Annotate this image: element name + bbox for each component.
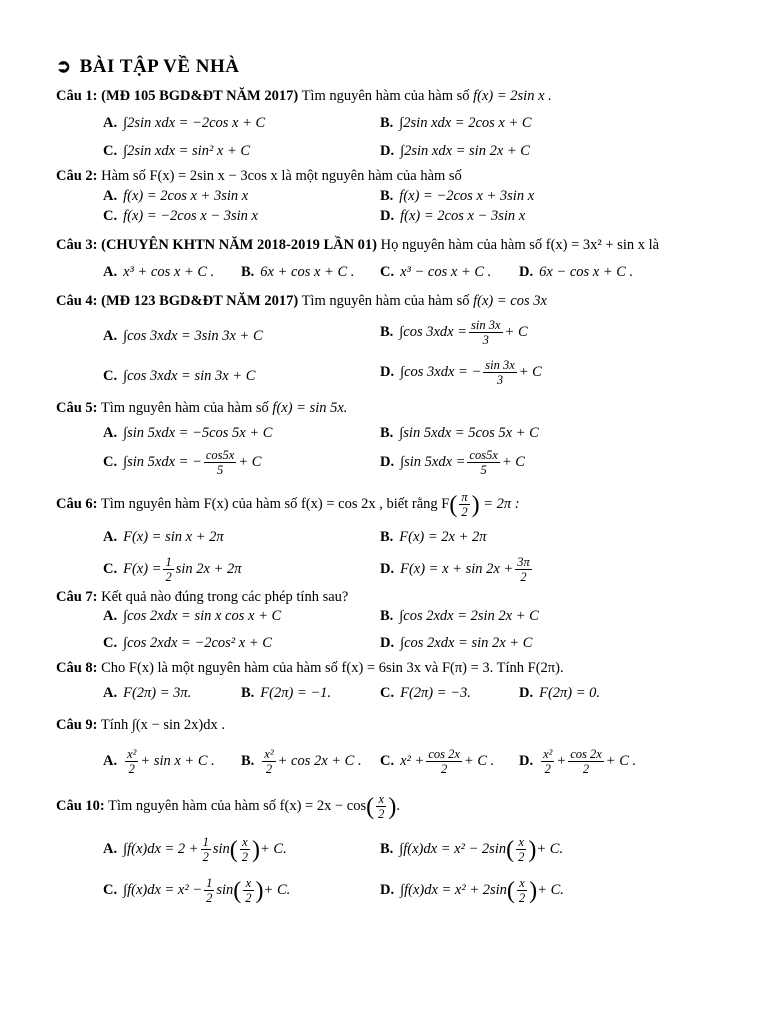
q4-option-b[interactable]: B. ∫cos 3xdx = $\frac{\sin 3x}{3}$ + C (380, 318, 528, 347)
question-1: Câu 1: (MĐ 105 BGD&ĐT NĂM 2017) Tìm nguyên hàm của hàm số f(x) = 2sin x . (56, 88, 552, 104)
fraction: $\frac{3\pi}{2}$ (517, 555, 530, 584)
fraction: $\frac{\sin 3x}{3}$ (471, 318, 501, 347)
fraction: $\frac{x}{2}$ (518, 835, 525, 864)
q6-option-a[interactable]: A. F(x) = sin x + 2π (103, 529, 224, 545)
q1-option-b[interactable]: B. ∫2sin xdx = 2cos x + C (380, 115, 532, 131)
q3-option-c[interactable]: C. x³ − cos x + C . (380, 264, 492, 280)
q1-option-d[interactable]: D. ∫2sin xdx = sin 2x + C (380, 143, 530, 159)
q7-option-d[interactable]: D. ∫cos 2xdx = sin 2x + C (380, 635, 533, 651)
q4-option-a[interactable]: A. ∫cos 3xdx = 3sin 3x + C (103, 328, 263, 344)
q3-option-b[interactable]: B. 6x + cos x + C . (241, 264, 355, 280)
q8-option-b[interactable]: B. F(2π) = −1. (241, 685, 332, 701)
q5-option-a[interactable]: A. ∫sin 5xdx = −5cos 5x + C (103, 425, 273, 441)
q8-option-d[interactable]: D. F(2π) = 0. (519, 685, 601, 701)
q5-option-b[interactable]: B. ∫sin 5xdx = 5cos 5x + C (380, 425, 539, 441)
question-4: Câu 4: (MĐ 123 BGD&ĐT NĂM 2017) Tìm nguyên hàm của hàm số f(x) = cos 3x (56, 293, 547, 309)
q10-option-b[interactable]: B. ∫f(x)dx = x² − 2sin( $\frac{x}{2}$ )+ C. (380, 835, 564, 864)
question-2: Câu 2: Hàm số F(x) = 2sin x − 3cos x là một nguyên hàm của hàm số (56, 168, 462, 184)
fraction: $\frac{x}{2}$ (378, 792, 385, 821)
fraction: $\frac{1}{2}$ (206, 876, 213, 905)
fraction: $\frac{\sin 3x}{3}$ (485, 358, 515, 387)
fraction: $\frac{\pi}{2}$ (461, 490, 468, 519)
q6-option-c[interactable]: C. F(x) = $\frac{1}{2}$ sin 2x + 2π (103, 555, 242, 584)
arrow-icon: ➲ (56, 56, 72, 76)
q10-option-d[interactable]: D. ∫f(x)dx = x² + 2sin( $\frac{x}{2}$ )+ C. (380, 876, 564, 905)
q6-option-d[interactable]: D. F(x) = x + sin 2x + $\frac{3\pi}{2}$ (380, 555, 530, 584)
question-5: Câu 5: Tìm nguyên hàm của hàm số f(x) = sin 5x. (56, 400, 348, 416)
q7-option-c[interactable]: C. ∫cos 2xdx = −2cos² x + C (103, 635, 272, 651)
q9-option-a[interactable]: A. $\frac{\text{x²}}{2}$ + sin x + C . (103, 747, 215, 776)
q2-option-b[interactable]: B. f(x) = −2cos x + 3sin x (380, 188, 535, 204)
question-10: Câu 10: Tìm nguyên hàm của hàm số f(x) = 2x − cos( $\frac{x}{2}$ ). (56, 792, 400, 821)
q10-option-a[interactable]: A. ∫f(x)dx = 2 + $\frac{1}{2}$ sin( $\frac{x}{2}$ )+ C. (103, 835, 287, 864)
q7-option-b[interactable]: B. ∫cos 2xdx = 2sin 2x + C (380, 608, 539, 624)
q3-option-a[interactable]: A. x³ + cos x + C . (103, 264, 215, 280)
fraction: $\frac{1}{2}$ (202, 835, 209, 864)
q9-option-d[interactable]: D. $\frac{\text{x²}}{2}$ + $\frac{\cos 2x}{2}$ + C . (519, 747, 637, 776)
fraction: $\frac{x}{2}$ (518, 876, 526, 905)
fraction: $\frac{x}{2}$ (245, 876, 252, 905)
q1-option-c[interactable]: C. ∫2sin xdx = sin² x + C (103, 143, 251, 159)
q8-option-a[interactable]: A. F(2π) = 3π. (103, 685, 192, 701)
q3-option-d[interactable]: D. 6x − cos x + C . (519, 264, 634, 280)
fraction: $\frac{\text{x²}}{2}$ (127, 747, 137, 776)
q1-option-a[interactable]: A. ∫2sin xdx = −2cos x + C (103, 115, 266, 131)
fraction: $\frac{1}{2}$ (165, 555, 172, 584)
page-title: ➲ BÀI TẬP VỀ NHÀ (56, 56, 240, 77)
fraction: $\frac{\cos 2x}{2}$ (428, 747, 460, 776)
fraction: $\frac{\cos 2x}{2}$ (570, 747, 602, 776)
fraction: $\frac{\text{x²}}{2}$ (264, 747, 274, 776)
question-7: Câu 7: Kết quả nào đúng trong các phép tính sau? (56, 589, 349, 605)
q6-option-b[interactable]: B. F(x) = 2x + 2π (380, 529, 487, 545)
question-3: Câu 3: (CHUYÊN KHTN NĂM 2018-2019 LẦN 01) Họ nguyên hàm của hàm số f(x) = 3x² + sin x là (56, 237, 660, 253)
q5-option-c[interactable]: C. ∫sin 5xdx = − $\frac{\cos 5x}{5}$ + C (103, 448, 262, 477)
q5-option-d[interactable]: D. ∫sin 5xdx = $\frac{\cos 5x}{5}$ + C (380, 448, 525, 477)
q10-option-c[interactable]: C. ∫f(x)dx = x² − $\frac{1}{2}$ sin( $\frac{x}{2}$ )+ C. (103, 876, 291, 905)
q2-option-a[interactable]: A. f(x) = 2cos x + 3sin x (103, 188, 249, 204)
q9-option-b[interactable]: B. $\frac{\text{x²}}{2}$ + cos 2x + C . (241, 747, 362, 776)
fraction: $\frac{\cos 5x}{5}$ (469, 448, 498, 477)
q9-option-c[interactable]: C. x² + $\frac{\cos 2x}{2}$ + C . (380, 747, 495, 776)
q7-option-a[interactable]: A. ∫cos 2xdx = sin x cos x + C (103, 608, 282, 624)
question-6: Câu 6: Tìm nguyên hàm F(x) của hàm số f(x) = cos 2x , biết rằng F( $\frac{\pi}{2}$ ) = 2π : (56, 490, 520, 519)
fraction: $\frac{\text{x²}}{2}$ (543, 747, 553, 776)
fraction: $\frac{x}{2}$ (241, 835, 249, 864)
q2-option-d[interactable]: D. f(x) = 2cos x − 3sin x (380, 208, 526, 224)
question-8: Câu 8: Cho F(x) là một nguyên hàm của hàm số f(x) = 6sin 3x và F(π) = 3. Tính F(2π). (56, 660, 564, 676)
q4-option-c[interactable]: C. ∫cos 3xdx = sin 3x + C (103, 368, 256, 384)
fraction: $\frac{\cos 5x}{5}$ (205, 448, 235, 477)
q4-option-d[interactable]: D. ∫cos 3xdx = − $\frac{\sin 3x}{3}$ + C (380, 358, 542, 387)
q8-option-c[interactable]: C. F(2π) = −3. (380, 685, 471, 701)
q2-option-c[interactable]: C. f(x) = −2cos x − 3sin x (103, 208, 258, 224)
question-9: Câu 9: Tính ∫(x − sin 2x)dx . (56, 717, 225, 733)
